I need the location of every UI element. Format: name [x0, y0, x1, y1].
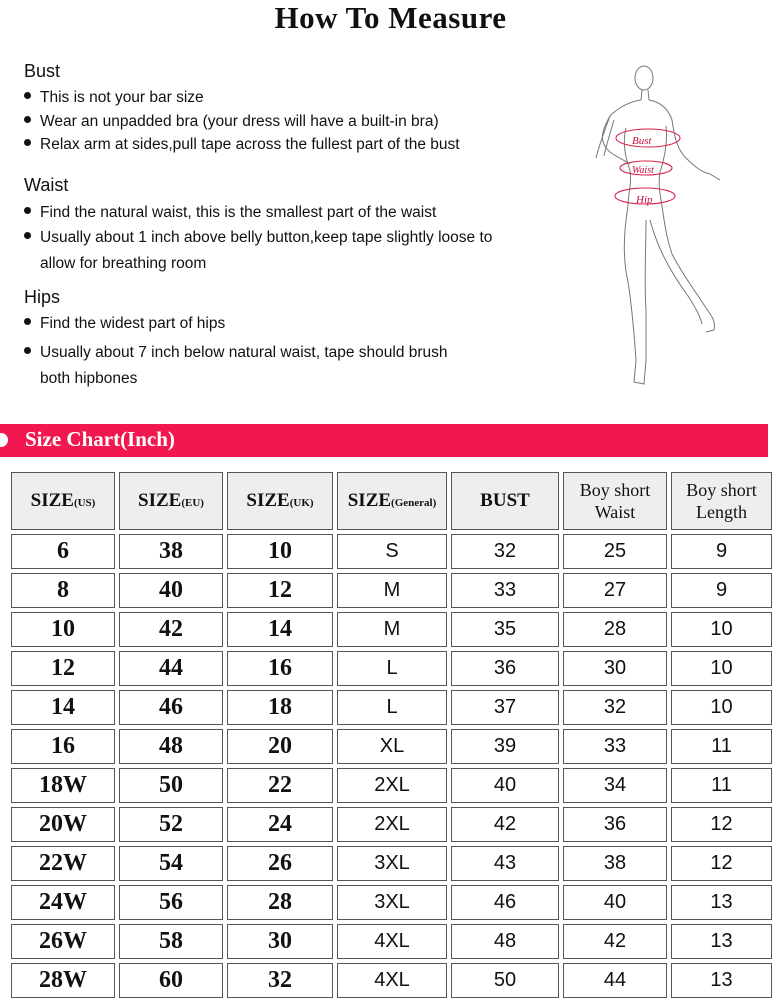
bullet-icon [24, 92, 31, 99]
cell-boy-short-waist: 30 [563, 651, 667, 686]
cell-bust: 39 [451, 729, 559, 764]
cell-boy-short-waist: 36 [563, 807, 667, 842]
cell-boy-short-waist: 38 [563, 846, 667, 881]
table-row [11, 924, 772, 959]
cell-size-eu: 44 [119, 651, 223, 686]
cell-size-uk: 20 [227, 729, 333, 764]
cell-size-uk: 18 [227, 690, 333, 725]
cell-bust: 35 [451, 612, 559, 647]
cell-bust: 36 [451, 651, 559, 686]
cell-size-us: 8 [11, 573, 115, 608]
header-boy-short-length: Boy short Length [671, 472, 772, 530]
figure-label-hip: Hip [636, 194, 653, 206]
cell-size-us: 14 [11, 690, 115, 725]
figure-label-waist: Waist [632, 165, 654, 176]
cell-size-eu: 58 [119, 924, 223, 959]
size-chart-table [7, 468, 776, 1002]
cell-size-general: 2XL [337, 768, 447, 803]
table-row [11, 651, 772, 686]
size-chart-banner [0, 424, 768, 457]
cell-bust: 48 [451, 924, 559, 959]
figure-label-bust: Bust [632, 135, 652, 147]
waist-item: Find the natural waist, this is the smallest part of the waist [24, 200, 436, 226]
table-header-row [11, 472, 772, 530]
cell-size-general: XL [337, 729, 447, 764]
bullet-icon [24, 232, 31, 239]
bullet-icon [24, 116, 31, 123]
hips-item: Usually about 7 inch below natural waist, tape should brush both hipbones [24, 340, 448, 392]
table-row [11, 807, 772, 842]
cell-bust: 40 [451, 768, 559, 803]
cell-size-us: 24W [11, 885, 115, 920]
cell-size-eu: 56 [119, 885, 223, 920]
table-row [11, 573, 772, 608]
cell-bust: 37 [451, 690, 559, 725]
cell-boy-short-waist: 28 [563, 612, 667, 647]
bullet-icon [24, 318, 31, 325]
cell-boy-short-length: 11 [671, 768, 772, 803]
table-row [11, 846, 772, 881]
cell-size-general: 3XL [337, 846, 447, 881]
cell-boy-short-length: 13 [671, 963, 772, 998]
cell-boy-short-waist: 42 [563, 924, 667, 959]
bullet-icon [24, 207, 31, 214]
cell-boy-short-length: 10 [671, 612, 772, 647]
hips-heading: Hips [24, 287, 61, 307]
cell-bust: 32 [451, 534, 559, 569]
cell-size-uk: 10 [227, 534, 333, 569]
cell-size-us: 6 [11, 534, 115, 569]
cell-size-general: 4XL [337, 963, 447, 998]
cell-size-us: 22W [11, 846, 115, 881]
cell-size-uk: 32 [227, 963, 333, 998]
table-row [11, 612, 772, 647]
cell-size-general: L [337, 690, 447, 725]
cell-size-eu: 60 [119, 963, 223, 998]
cell-size-us: 26W [11, 924, 115, 959]
header-size-uk: SIZE(UK) [227, 472, 333, 530]
header-size-general: SIZE(General) [337, 472, 447, 530]
table-row [11, 729, 772, 764]
cell-size-uk: 24 [227, 807, 333, 842]
cell-size-general: M [337, 573, 447, 608]
cell-size-eu: 46 [119, 690, 223, 725]
cell-size-general: 4XL [337, 924, 447, 959]
cell-bust: 50 [451, 963, 559, 998]
table-row [11, 690, 772, 725]
cell-size-eu: 48 [119, 729, 223, 764]
waist-heading: Waist [24, 175, 69, 195]
bust-heading: Bust [24, 61, 61, 81]
cell-boy-short-length: 13 [671, 885, 772, 920]
table-row [11, 963, 772, 998]
cell-size-uk: 16 [227, 651, 333, 686]
table-row [11, 885, 772, 920]
cell-boy-short-waist: 44 [563, 963, 667, 998]
cell-boy-short-length: 11 [671, 729, 772, 764]
cell-size-general: 2XL [337, 807, 447, 842]
cell-bust: 33 [451, 573, 559, 608]
header-boy-short-waist: Boy short Waist [563, 472, 667, 530]
cell-size-uk: 30 [227, 924, 333, 959]
cell-boy-short-length: 10 [671, 651, 772, 686]
bust-item: This is not your bar size [24, 85, 204, 111]
cell-boy-short-waist: 27 [563, 573, 667, 608]
table-row [11, 768, 772, 803]
size-chart-title: Size Chart(Inch) [25, 427, 175, 451]
cell-size-us: 10 [11, 612, 115, 647]
bullet-icon [24, 347, 31, 354]
cell-bust: 46 [451, 885, 559, 920]
table-row [11, 534, 772, 569]
cell-size-us: 28W [11, 963, 115, 998]
cell-boy-short-length: 12 [671, 846, 772, 881]
cell-size-uk: 26 [227, 846, 333, 881]
cell-size-us: 16 [11, 729, 115, 764]
cell-size-general: S [337, 534, 447, 569]
cell-boy-short-waist: 40 [563, 885, 667, 920]
cell-size-uk: 28 [227, 885, 333, 920]
bust-item: Wear an unpadded bra (your dress will have a built-in bra) [24, 109, 439, 135]
cell-boy-short-length: 9 [671, 534, 772, 569]
cell-boy-short-waist: 25 [563, 534, 667, 569]
cell-size-eu: 40 [119, 573, 223, 608]
header-bust: BUST [451, 472, 559, 530]
hips-item: Find the widest part of hips [24, 311, 225, 337]
cell-boy-short-length: 10 [671, 690, 772, 725]
cell-size-eu: 52 [119, 807, 223, 842]
cell-bust: 43 [451, 846, 559, 881]
bust-item: Relax arm at sides,pull tape across the fullest part of the bust [24, 132, 460, 158]
cell-boy-short-waist: 34 [563, 768, 667, 803]
cell-size-general: L [337, 651, 447, 686]
cell-boy-short-waist: 32 [563, 690, 667, 725]
cell-boy-short-length: 13 [671, 924, 772, 959]
cell-size-us: 20W [11, 807, 115, 842]
cell-boy-short-length: 12 [671, 807, 772, 842]
cell-boy-short-length: 9 [671, 573, 772, 608]
cell-size-general: 3XL [337, 885, 447, 920]
cell-size-eu: 38 [119, 534, 223, 569]
banner-dot-icon [0, 433, 8, 447]
body-figure-illustration [588, 60, 738, 400]
cell-size-eu: 42 [119, 612, 223, 647]
cell-size-uk: 12 [227, 573, 333, 608]
cell-size-uk: 22 [227, 768, 333, 803]
cell-boy-short-waist: 33 [563, 729, 667, 764]
cell-bust: 42 [451, 807, 559, 842]
cell-size-uk: 14 [227, 612, 333, 647]
cell-size-general: M [337, 612, 447, 647]
header-size-eu: SIZE(EU) [119, 472, 223, 530]
waist-item: Usually about 1 inch above belly button,keep tape slightly loose to allow for breathing room [24, 225, 492, 277]
header-size-us: SIZE(US) [11, 472, 115, 530]
cell-size-us: 12 [11, 651, 115, 686]
page-title: How To Measure [274, 0, 507, 35]
cell-size-eu: 50 [119, 768, 223, 803]
cell-size-eu: 54 [119, 846, 223, 881]
bullet-icon [24, 139, 31, 146]
cell-size-us: 18W [11, 768, 115, 803]
